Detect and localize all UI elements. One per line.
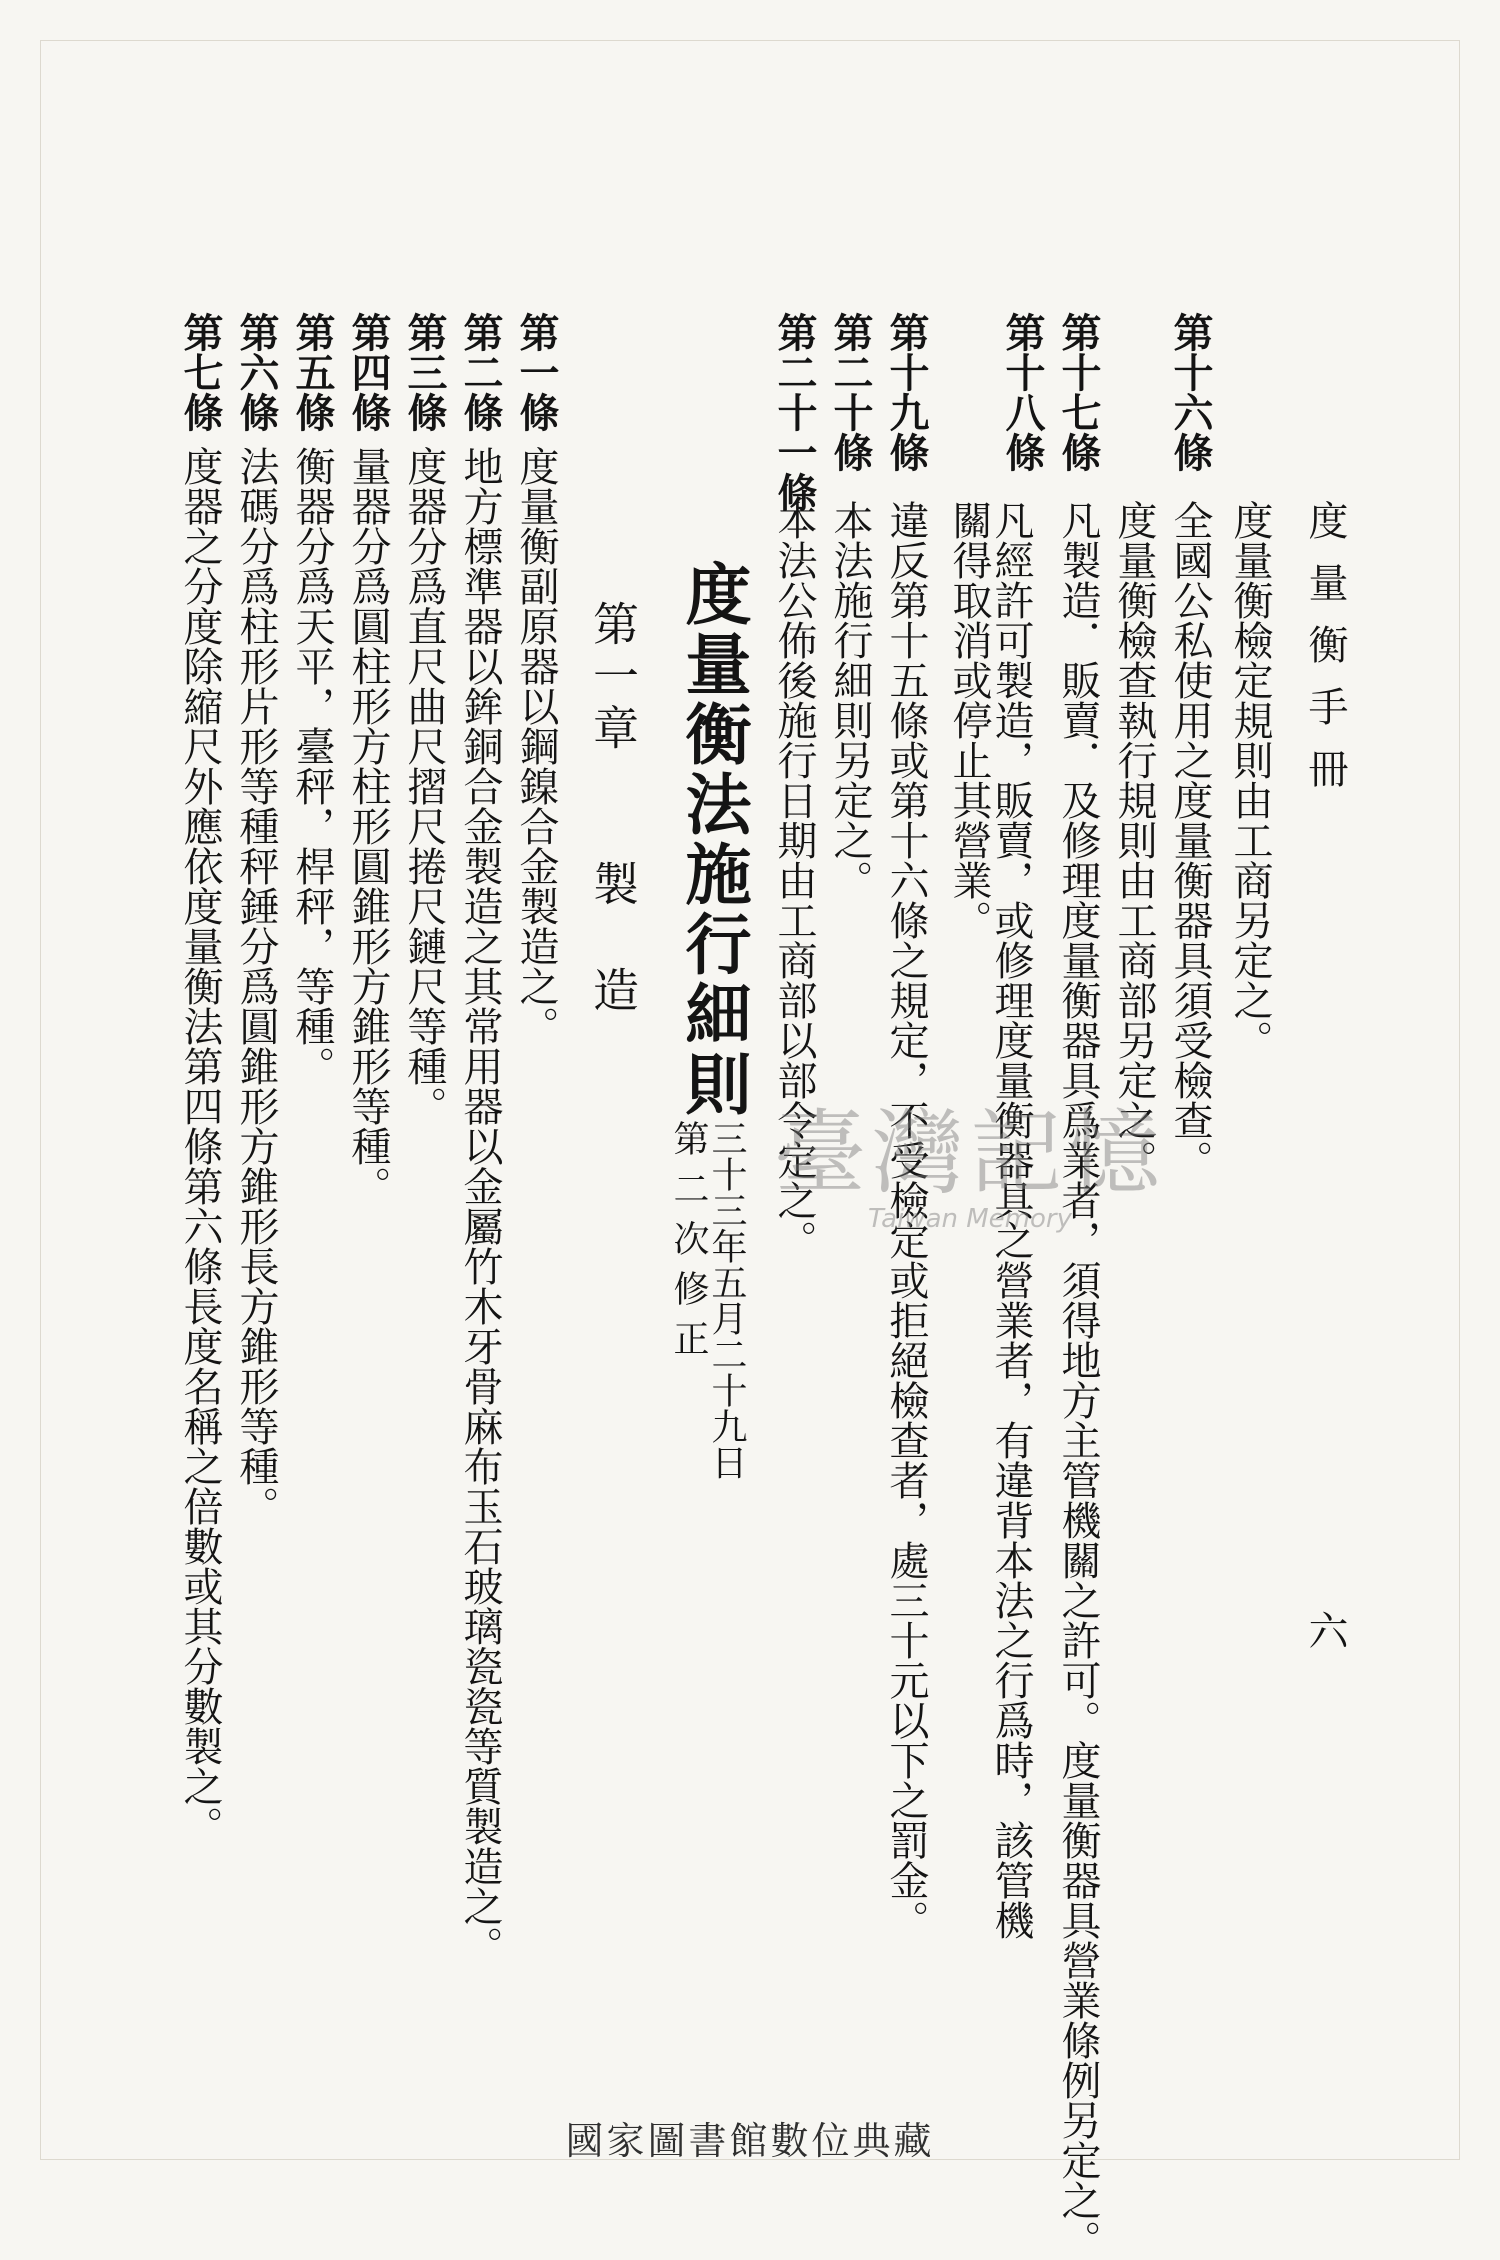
law-article-20 bbox=[822, 312, 878, 472]
article-text: 度量衡副原器以鋼鎳合金製造之。 bbox=[513, 446, 559, 1046]
regulations-date: 三十三年五月二十九日 bbox=[706, 1120, 747, 1480]
page-number: 六 bbox=[1302, 1610, 1348, 1650]
law-article-16 bbox=[1162, 312, 1218, 472]
reg-article-2 bbox=[452, 312, 508, 1966]
reg-article-5 bbox=[284, 312, 340, 1086]
article-label: 第十九條 bbox=[883, 312, 930, 472]
law-article-20-text bbox=[822, 500, 878, 900]
article-text: 違反第十五條或第十六條之規定，不受檢定或拒絕檢查者，處三十元以下之罰金。 bbox=[883, 500, 929, 1940]
reg-article-4 bbox=[340, 312, 396, 1206]
law-article-16-text-2 bbox=[1162, 500, 1218, 1180]
article-label: 第二十條 bbox=[827, 312, 874, 472]
article-label: 第十六條 bbox=[1167, 312, 1214, 472]
article-label: 第十八條 bbox=[999, 312, 1046, 472]
article-text: 凡製造．販賣．及修理度量衡器具爲業者，須得地方主管機關之許可。度量衡器具營業條例另定之。 bbox=[1055, 500, 1101, 2260]
article-label: 第五條 bbox=[289, 312, 336, 432]
article-text: 衡器分爲天平，臺秤，桿秤，等種。 bbox=[289, 446, 335, 1086]
article-label: 第四條 bbox=[345, 312, 392, 432]
reg-article-6 bbox=[228, 312, 284, 1526]
law-article-17 bbox=[1050, 312, 1106, 472]
article-label: 第六條 bbox=[233, 312, 280, 432]
article-label: 第三條 bbox=[401, 312, 448, 432]
article-text: 度器之分度除縮尺外應依度量衡法第四條第六條長度名稱之倍數或其分數製之。 bbox=[177, 446, 223, 1846]
article-text: 凡經許可製造，販賣，或修理度量衡器具之營業者，有違背本法之行爲時，該管機關得取消或停止其營業。 bbox=[946, 500, 1034, 1940]
regulations-title: 度量衡法施行細則 bbox=[674, 560, 752, 1120]
law-article-16-text-3 bbox=[1106, 500, 1162, 1180]
article-text: 量器分爲圓柱形方柱形圓錐形方錐形等種。 bbox=[345, 446, 391, 1206]
article-label: 第十七條 bbox=[1055, 312, 1102, 472]
law-article-18 bbox=[994, 312, 1050, 472]
reg-article-3 bbox=[396, 312, 452, 1126]
article-label: 第二十一條 bbox=[771, 312, 818, 512]
article-text: 本法公佈後施行日期由工商部以部令定之。 bbox=[771, 500, 817, 1260]
article-text: 地方標準器以鉾銅合金製造之其常用器以金屬竹木牙骨麻布玉石玻璃瓷瓷等質製造之。 bbox=[457, 446, 503, 1966]
regulations-amendment: 第二次修正 bbox=[668, 1120, 709, 1370]
chapter-name: 製造 bbox=[586, 860, 640, 1072]
article-text: 法碼分爲柱形片形等種秤錘分爲圓錐形方錐形長方錐形等種。 bbox=[233, 446, 279, 1526]
article-text: 本法施行細則另定之。 bbox=[827, 500, 873, 900]
law-article-19-text bbox=[878, 500, 934, 1940]
reg-article-7 bbox=[172, 312, 228, 1846]
reg-article-1 bbox=[508, 312, 564, 1046]
law-article-19 bbox=[878, 312, 934, 472]
article-text: 度器分爲直尺曲尺摺尺捲尺鏈尺等種。 bbox=[401, 446, 447, 1126]
article-label: 第七條 bbox=[177, 312, 224, 432]
footer-text: 國家圖書館數位典藏 bbox=[565, 2119, 935, 2163]
article-label: 第二條 bbox=[457, 312, 504, 432]
article-text: 度量衡檢定規則由工商另定之。 bbox=[1227, 500, 1273, 1060]
chapter-number: 第一章 bbox=[586, 600, 640, 756]
law-article-21-text bbox=[766, 500, 822, 1260]
watermark-text: 臺灣記憶 bbox=[773, 1100, 1166, 1207]
article-label: 第一條 bbox=[513, 312, 560, 432]
law-article-18-text bbox=[930, 500, 1050, 1940]
article-text: 全國公私使用之度量衡器具須受檢查。 bbox=[1167, 500, 1213, 1180]
law-article-16-text bbox=[1222, 500, 1278, 1060]
law-article-21 bbox=[766, 312, 822, 512]
article-text: 度量衡檢查執行規則由工商部另定之。 bbox=[1111, 500, 1157, 1180]
law-article-17-text bbox=[1050, 500, 1106, 2260]
book-title: 度量衡手冊 bbox=[1302, 500, 1348, 810]
watermark-subtext: Taiwan Memory bbox=[868, 1204, 1072, 1234]
